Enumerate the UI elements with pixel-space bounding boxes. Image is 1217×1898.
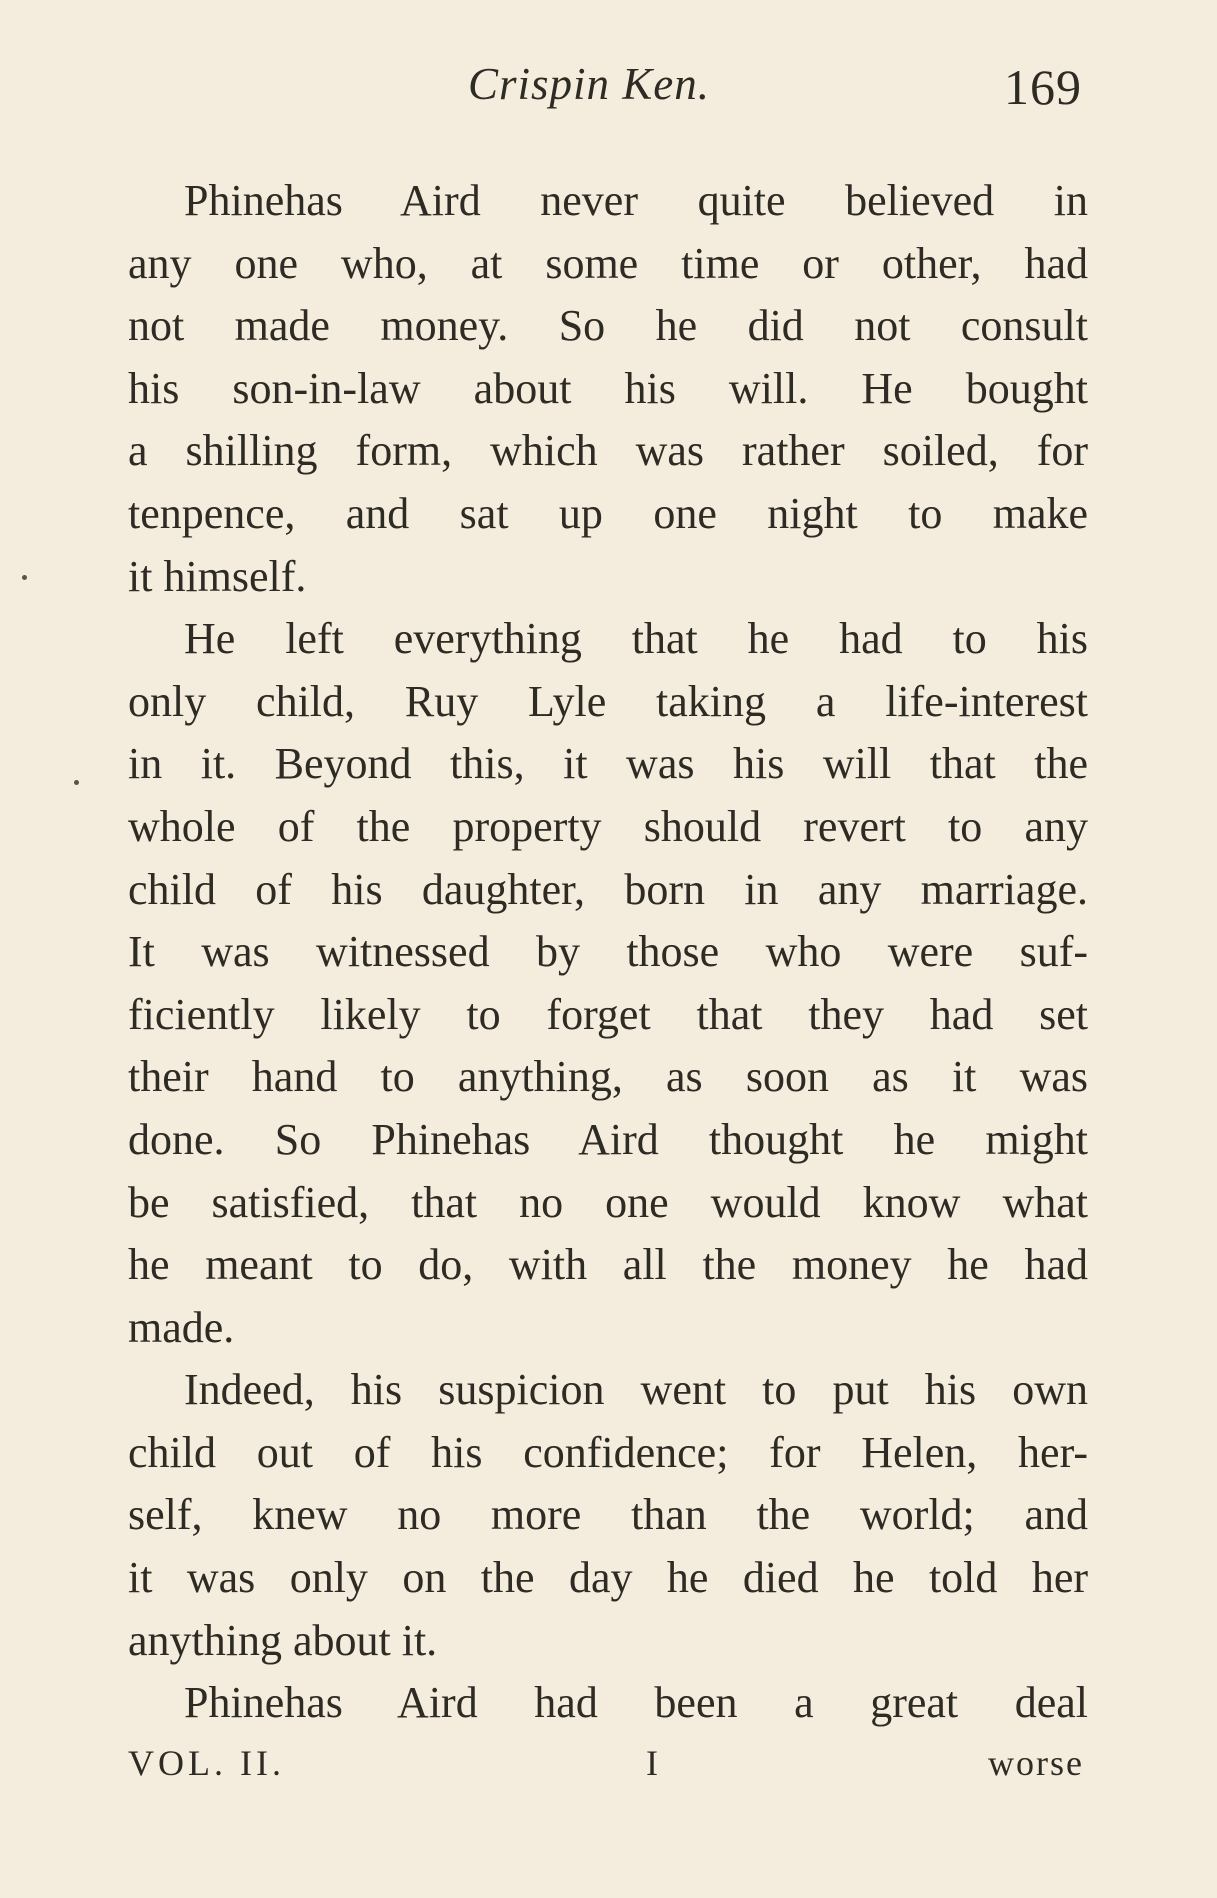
text-line: Indeed, his suspicion went to put his own: [184, 1365, 1088, 1415]
text-line: not made money. So he did not consult: [128, 301, 1088, 351]
text-line: a shilling form, which was rather soiled, for: [128, 426, 1088, 476]
text-line: Phinehas Aird had been a great deal: [184, 1678, 1088, 1728]
text-line: ficiently likely to forget that they had set: [128, 989, 1088, 1039]
page-footer: [128, 1742, 1088, 1792]
text-line: child of his daughter, born in any marriage.: [128, 864, 1088, 914]
text-line: he meant to do, with all the money he had: [128, 1240, 1088, 1290]
text-line: child out of his confidence; for Helen, her-: [128, 1427, 1088, 1477]
margin-speck: [74, 780, 79, 785]
text-line: any one who, at some time or other, had: [128, 238, 1088, 288]
volume-signature: VOL. II.: [128, 1743, 285, 1783]
text-line: He left everything that he had to his: [184, 614, 1088, 664]
text-line: tenpence, and sat up one night to make: [128, 488, 1088, 538]
text-line: whole of the property should revert to any: [128, 801, 1088, 851]
running-title: Crispin Ken.: [468, 59, 711, 109]
text-line: it himself.: [128, 551, 307, 601]
body-text: [128, 170, 1088, 1735]
text-line: only child, Ruy Lyle taking a life-interest: [128, 676, 1088, 726]
gathering-mark: I: [646, 1743, 662, 1783]
text-line: their hand to anything, as soon as it was: [128, 1052, 1088, 1102]
text-line: be satisfied, that no one would know what: [128, 1177, 1088, 1227]
margin-speck: [22, 575, 27, 580]
text-line: It was witnessed by those who were suf-: [128, 927, 1088, 977]
text-line: his son-in-law about his will. He bought: [128, 363, 1088, 413]
catchword: worse: [988, 1743, 1084, 1783]
running-head: [128, 58, 1088, 118]
text-line: in it. Beyond this, it was his will that the: [128, 739, 1088, 789]
text-line: it was only on the day he died he told her: [128, 1553, 1088, 1603]
page-number: 169: [1004, 59, 1082, 115]
text-line: Phinehas Aird never quite believed in: [184, 176, 1088, 225]
text-line: made.: [128, 1302, 235, 1352]
text-line: self, knew no more than the world; and: [128, 1490, 1088, 1540]
text-line: anything about it.: [128, 1615, 438, 1665]
text-line: done. So Phinehas Aird thought he might: [128, 1114, 1088, 1164]
